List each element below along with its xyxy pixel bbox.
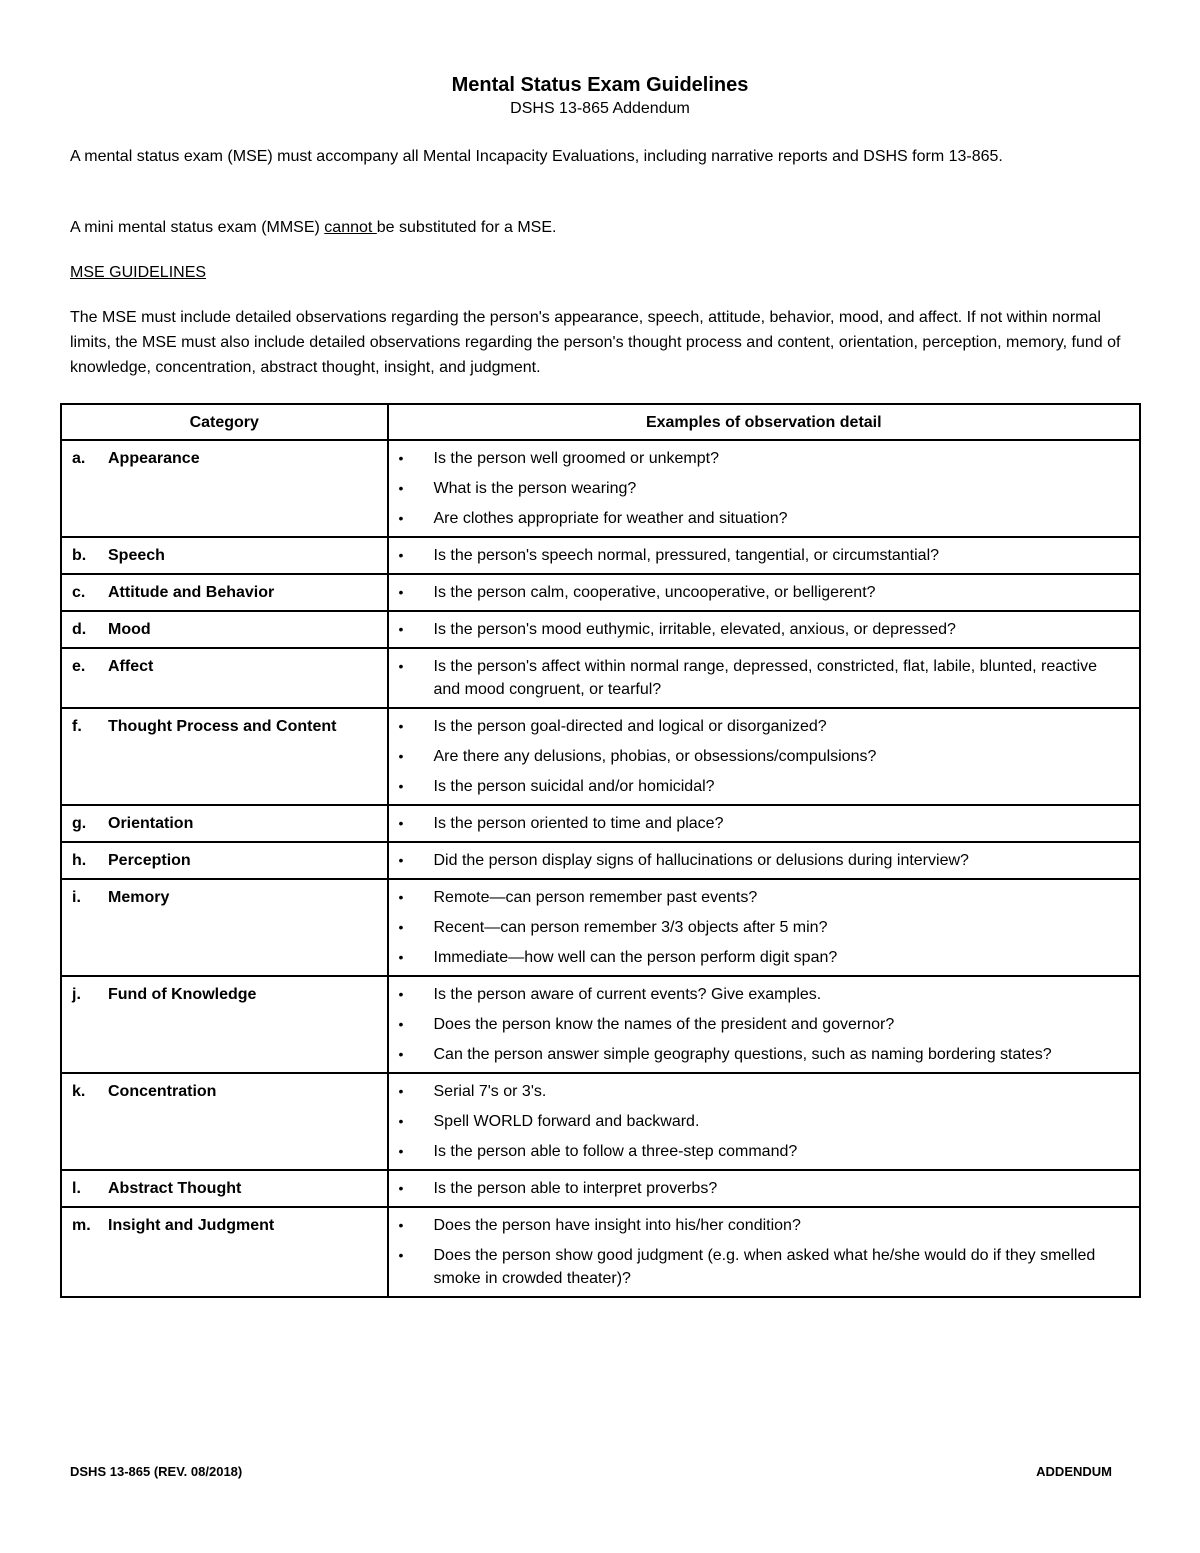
examples-list [389,806,1140,841]
table-row [61,976,1140,1073]
category-letter: d. [72,621,87,638]
bullet-icon: • [398,852,404,868]
table-row [61,842,1140,879]
category-cell [61,440,388,537]
table-row [61,708,1140,805]
list-item [399,812,1126,835]
examples-cell [388,1207,1141,1297]
category-name: Memory [108,889,170,906]
list-item [399,1140,1126,1163]
list-item [399,655,1126,701]
example-text: Is the person able to interpret proverbs? [433,1180,718,1197]
list-item [399,544,1126,567]
bullet-icon: • [398,1143,404,1159]
list-item [399,447,1126,470]
table-row [61,1073,1140,1170]
mmse-emphasis: cannot [324,219,377,236]
category-label [62,612,387,647]
table-header-row [61,404,1140,440]
examples-cell [388,805,1141,842]
examples-cell [388,648,1141,708]
example-text: Immediate—how well can the person perform digit span? [433,949,838,966]
list-item [399,946,1126,969]
example-text: Is the person's affect within normal range, depressed, constricted, flat, labile, blunted, reactive and mood congruent, or tearful? [433,658,1098,698]
category-label [62,880,387,915]
mse-table [60,403,1141,1298]
intro-paragraph: A mental status exam (MSE) must accompany all Mental Incapacity Evaluations, including narrative reports and DSHS form 13-865. [70,148,1003,165]
category-letter: m. [72,1217,91,1234]
bullet-icon: • [398,748,404,764]
category-label [62,709,387,744]
list-item [399,1177,1126,1200]
category-label [62,649,387,684]
bullet-icon: • [398,621,404,637]
list-item [399,775,1126,798]
category-name: Thought Process and Content [108,718,337,735]
bullet-icon: • [398,658,404,674]
examples-list [389,538,1140,573]
examples-list [389,1171,1140,1206]
category-label [62,977,387,1012]
category-name: Abstract Thought [108,1180,242,1197]
bullet-icon: • [398,949,404,965]
category-name: Mood [108,621,151,638]
bullet-icon: • [398,919,404,935]
category-cell [61,1170,388,1207]
examples-list [389,880,1140,975]
examples-cell [388,1170,1141,1207]
category-label [62,1074,387,1109]
bullet-icon: • [398,778,404,794]
table-row [61,611,1140,648]
table-row [61,879,1140,976]
table-body [61,440,1140,1297]
bullet-icon: • [398,1046,404,1062]
section-heading: MSE GUIDELINES [70,264,207,281]
list-item [399,886,1126,909]
bullet-icon: • [398,815,404,831]
category-letter: f. [72,718,82,735]
table-row [61,648,1140,708]
examples-cell [388,1073,1141,1170]
header-examples: Examples of observation detail [388,404,1141,440]
examples-cell [388,879,1141,976]
example-text: Is the person goal-directed and logical or disorganized? [433,718,827,735]
examples-list [389,575,1140,610]
category-label [62,441,387,476]
example-text: Is the person suicidal and/or homicidal? [433,778,715,795]
list-item [399,715,1126,738]
category-cell [61,1207,388,1297]
category-cell [61,805,388,842]
header-category: Category [61,404,388,440]
examples-cell [388,537,1141,574]
example-text: Are clothes appropriate for weather and situation? [433,510,788,527]
list-item [399,1013,1126,1036]
examples-cell [388,574,1141,611]
table-row [61,805,1140,842]
examples-cell [388,611,1141,648]
mmse-text-end: be substituted for a MSE. [376,219,557,236]
list-item [399,507,1126,530]
examples-list [389,441,1140,536]
category-letter: h. [72,852,87,869]
bullet-icon: • [398,986,404,1002]
category-name: Orientation [108,815,194,832]
bullet-icon: • [398,1217,404,1233]
list-item [399,1110,1126,1133]
category-letter: g. [72,815,87,832]
example-text: Can the person answer simple geography questions, such as naming bordering states? [433,1046,1052,1063]
category-letter: i. [72,889,81,906]
examples-cell [388,842,1141,879]
page-subtitle: DSHS 13-865 Addendum [510,100,690,117]
examples-list [389,843,1140,878]
list-item [399,618,1126,641]
category-cell [61,976,388,1073]
list-item [399,745,1126,768]
examples-cell [388,976,1141,1073]
table-row [61,440,1140,537]
example-text: Did the person display signs of hallucinations or delusions during interview? [433,852,969,869]
list-item [399,477,1126,500]
footer-form-number: DSHS 13-865 (REV. 08/2018) [70,1464,243,1479]
list-item [399,849,1126,872]
bullet-icon: • [398,1083,404,1099]
category-letter: e. [72,658,86,675]
example-text: Is the person able to follow a three-step command? [433,1143,798,1160]
example-text: Is the person calm, cooperative, uncooperative, or belligerent? [433,584,876,601]
bullet-icon: • [398,1113,404,1129]
category-cell [61,1073,388,1170]
list-item [399,1043,1126,1066]
category-letter: c. [72,584,86,601]
category-label [62,843,387,878]
examples-cell [388,708,1141,805]
category-name: Affect [108,658,154,675]
category-name: Perception [108,852,191,869]
bullet-icon: • [398,450,404,466]
list-item [399,1080,1126,1103]
example-text: Does the person know the names of the president and governor? [433,1016,895,1033]
category-name: Fund of Knowledge [108,986,257,1003]
example-text: Serial 7's or 3's. [433,1083,547,1100]
bullet-icon: • [398,510,404,526]
list-item [399,916,1126,939]
examples-list [389,709,1140,804]
guidelines-paragraph: The MSE must include detailed observations regarding the person's appearance, speech, attitude, behavior, mood, and affect. If not within normal limits, the MSE must also include detailed observations regarding the person's thought process and content, orientation, perception, memory, fund of knowledge, concentration, abstract thought, insight, and judgment. [70,309,1121,376]
example-text: Is the person aware of current events? Give examples. [433,986,822,1003]
category-cell [61,611,388,648]
bullet-icon: • [398,718,404,734]
example-text: Recent—can person remember 3/3 objects after 5 min? [433,919,828,936]
category-name: Speech [108,547,165,564]
category-letter: k. [72,1083,86,1100]
category-name: Attitude and Behavior [108,584,275,601]
example-text: Does the person have insight into his/her condition? [433,1217,801,1234]
category-cell [61,879,388,976]
bullet-icon: • [398,584,404,600]
table-row [61,574,1140,611]
examples-list [389,1074,1140,1169]
page-title: Mental Status Exam Guidelines [451,74,749,96]
table-row [61,1207,1140,1297]
list-item [399,1244,1126,1290]
category-label [62,1208,387,1243]
table-row [61,1170,1140,1207]
list-item [399,1214,1126,1237]
example-text: Is the person well groomed or unkempt? [433,450,719,467]
category-cell [61,708,388,805]
mmse-paragraph [70,215,1134,240]
bullet-icon: • [398,1016,404,1032]
category-cell [61,648,388,708]
list-item [399,581,1126,604]
category-letter: j. [72,986,81,1003]
bullet-icon: • [398,1180,404,1196]
example-text: Are there any delusions, phobias, or obsessions/compulsions? [433,748,877,765]
example-text: Is the person's speech normal, pressured, tangential, or circumstantial? [433,547,940,564]
category-letter: b. [72,547,87,564]
table-row [61,537,1140,574]
example-text: Remote—can person remember past events? [433,889,758,906]
bullet-icon: • [398,1247,404,1263]
category-label [62,806,387,841]
category-name: Appearance [108,450,200,467]
example-text: What is the person wearing? [433,480,637,497]
list-item [399,983,1126,1006]
example-text: Is the person oriented to time and place? [433,815,724,832]
category-label [62,538,387,573]
bullet-icon: • [398,480,404,496]
examples-list [389,612,1140,647]
bullet-icon: • [398,547,404,563]
category-letter: l. [72,1180,81,1197]
example-text: Is the person's mood euthymic, irritable, elevated, anxious, or depressed? [433,621,956,638]
category-name: Insight and Judgment [108,1217,275,1234]
category-letter: a. [72,450,86,467]
mmse-text-start: A mini mental status exam (MMSE) [70,219,325,236]
category-cell [61,537,388,574]
category-cell [61,574,388,611]
bullet-icon: • [398,889,404,905]
category-label [62,575,387,610]
category-label [62,1171,387,1206]
example-text: Does the person show good judgment (e.g. when asked what he/she would do if they smelled smoke in crowded theater)? [433,1247,1096,1287]
footer-label: ADDENDUM [1036,1464,1112,1479]
examples-list [389,977,1140,1072]
category-name: Concentration [108,1083,217,1100]
examples-cell [388,440,1141,537]
example-text: Spell WORLD forward and backward. [433,1113,700,1130]
examples-list [389,649,1140,707]
examples-list [389,1208,1140,1296]
category-cell [61,842,388,879]
